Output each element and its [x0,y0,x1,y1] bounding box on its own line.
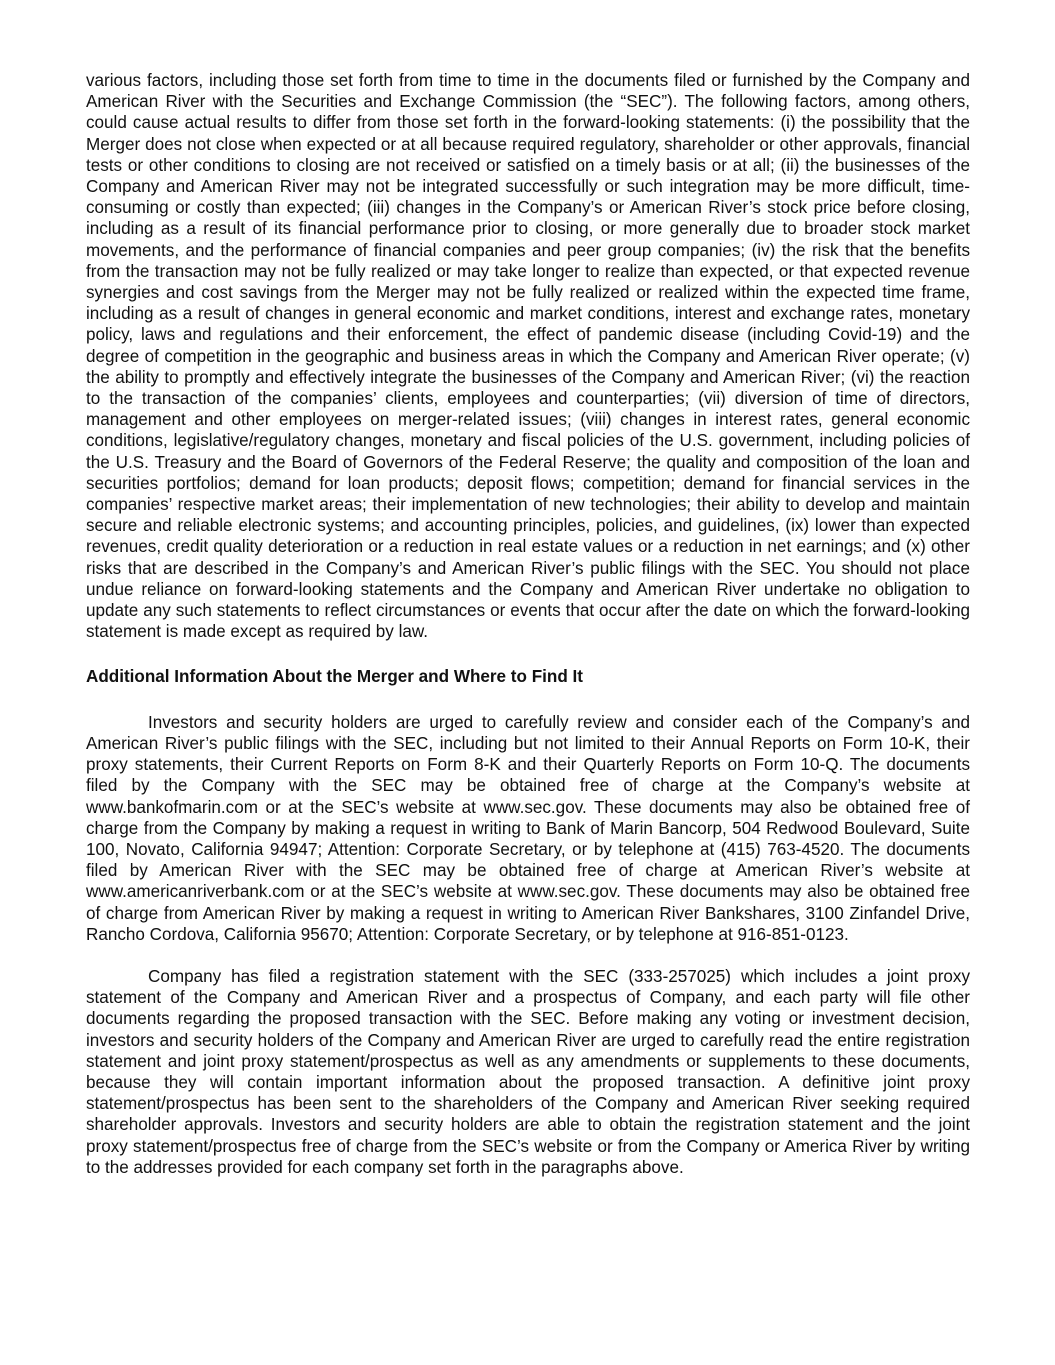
investor-filings-paragraph: Investors and security holders are urged to carefully review and consider each of the Company’s and American River’s public filings with the SEC, including but not limited to their Annual Reports on Form 10-K, their proxy statements, their Current Reports on Form 8-K and their Quarterly Reports on Form 10-Q. The documents filed by the Company with the SEC may be obtained free of charge at the Company’s website at www.bankofmarin.com or at the SEC’s website at www.sec.gov. These documents may also be obtained free of charge from the Company by making a request in writing to Bank of Marin Bancorp, 504 Redwood Boulevard, Suite 100, Novato, California 94947; Attention: Corporate Secretary, or by telephone at (415) 763-4520. The documents filed by American River with the SEC may be obtained free of charge at American River’s website at www.americanriverbank.com or at the SEC’s website at www.sec.gov. These documents may also be obtained free of charge from American River by making a request in writing to American River Bankshares, 3100 Zinfandel Drive, Rancho Cordova, California 95670; Attention: Corporate Secretary, or by telephone at 916-851-0123. [86,712,970,944]
registration-statement-paragraph: Company has filed a registration statement with the SEC (333-257025) which includes a joint proxy statement of the Company and American River and a prospectus of Company, and each party will file other documents regarding the proposed transaction with the SEC. Before making any voting or investment decision, investors and security holders of the Company and American River are urged to carefully read the entire registration statement and joint proxy statement/prospectus as well as any amendments or supplements to these documents, because they will contain important information about the proposed transaction. A definitive joint proxy statement/prospectus has been sent to the shareholders of the Company and American River seeking required shareholder approvals. Investors and security holders are able to obtain the registration statement and the joint proxy statement/prospectus free of charge from the SEC’s website or from the Company or America River by writing to the addresses provided for each company set forth in the paragraphs above. [86,966,970,1177]
section-heading: Additional Information About the Merger and Where to Find It [86,667,583,687]
document-page [86,70,970,1178]
forward-looking-statements-paragraph: various factors, including those set forth from time to time in the documents filed or furnished by the Company and American River with the Securities and Exchange Commission (the “SEC”). The following factors, among others, could cause actual results to differ from those set forth in the forward-looking statements: (i) the possibility that the Merger does not close when expected or at all because required regulatory, shareholder or other approvals, financial tests or other conditions to closing are not received or satisfied on a timely basis or at all; (ii) the businesses of the Company and American River may not be integrated successfully or such integration may be more difficult, time-consuming or costly than expected; (iii) changes in the Company’s or American River’s stock price before closing, including as a result of its financial performance prior to closing, or more generally due to broader stock market movements, and the performance of financial companies and peer group companies; (iv) the risk that the benefits from the transaction may not be fully realized or may take longer to realize than expected, or that expected revenue synergies and cost savings from the Merger may not be fully realized or realized within the expected time frame, including as a result of changes in general economic and market conditions, interest and exchange rates, monetary policy, laws and regulations and their enforcement, the effect of pandemic disease (including Covid-19) and the degree of competition in the geographic and business areas in which the Company and American River operate; (v) the ability to promptly and effectively integrate the businesses of the Company and American River; (vi) the reaction to the transaction of the companies’ clients, employees and counterparties; (vii) diversion of time of directors, management and other employees on merger-related issues; (viii) changes in interest rates, general economic conditions, legislative/regulatory changes, monetary and fiscal policies of the U.S. government, including policies of the U.S. Treasury and the Board of Governors of the Federal Reserve; the quality and composition of the loan and securities portfolios; demand for loan products; deposit flows; competition; demand for financial services in the companies’ respective market areas; their implementation of new technologies; their ability to develop and maintain secure and reliable electronic systems; and accounting principles, policies, and guidelines, (ix) lower than expected revenues, credit quality deterioration or a reduction in real estate values or a reduction in net earnings; and (x) other risks that are described in the Company’s and American River’s public filings with the SEC. You should not place undue reliance on forward-looking statements and the Company and American River undertake no obligation to update any such statements to reflect circumstances or events that occur after the date on which the forward-looking statement is made except as required by law. [86,71,970,642]
